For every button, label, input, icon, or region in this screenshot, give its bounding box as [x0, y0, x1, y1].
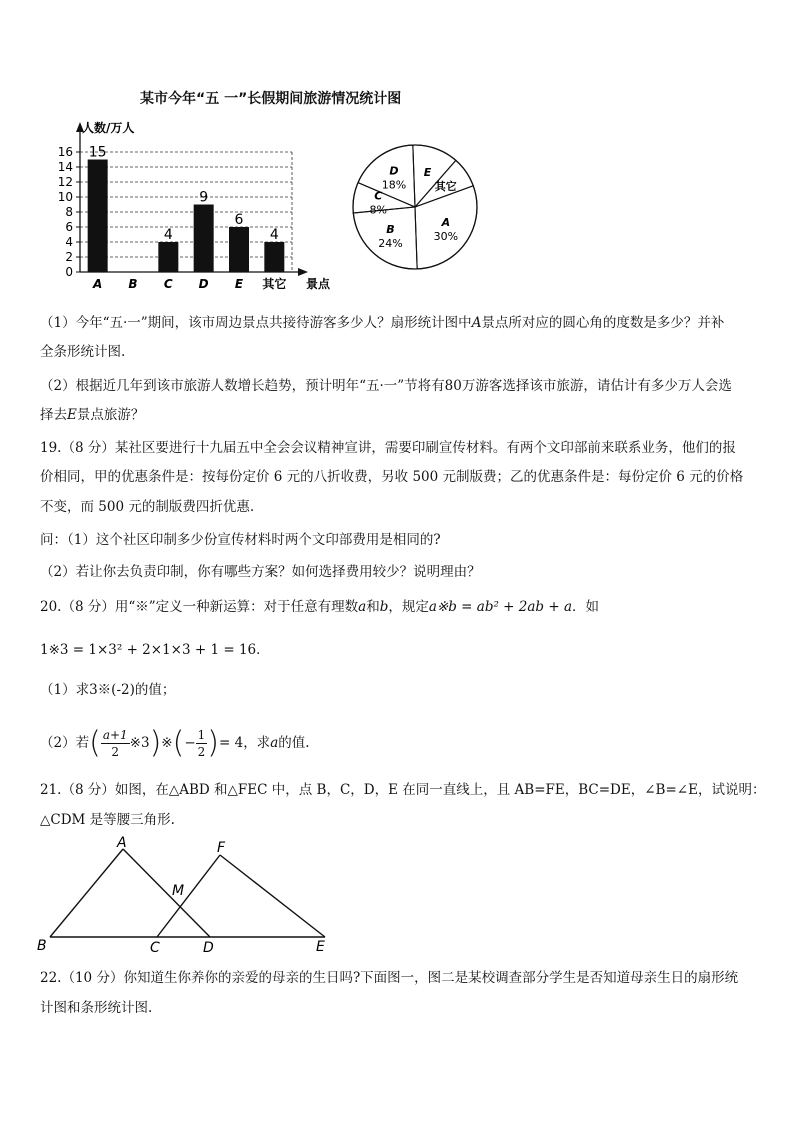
q19-line2: 价相同，甲的优惠条件是：按每份定价 6 元的八折收费，另收 500 元制版费；乙的优惠条件是：每份定价 6 元的价格 — [40, 469, 744, 485]
q18-part2-line1: （2）根据近几年到该市旅游人数增长趋势，预计明年“五·一”节将有80万游客选择该市旅游，请估计有多少万人会选 — [40, 378, 732, 394]
label-b: B — [37, 938, 47, 954]
pie-percent-C: 8% — [369, 203, 387, 217]
q20-sub1-lead: （1）求 — [40, 682, 90, 698]
q20-sub2-neg-num: 1 — [197, 728, 206, 742]
q21-line2: △CDM 是等腰三角形. — [40, 812, 175, 828]
q20-sub1-expr: 3※(-2) — [89, 682, 135, 698]
bar-chart-yticks — [58, 145, 80, 279]
pie-label-D: D — [389, 164, 399, 178]
q20-sub2-neg-den: 2 — [197, 745, 206, 759]
bar-D — [194, 205, 214, 273]
bar-data-label: 15 — [88, 144, 107, 161]
pie-label-C: C — [374, 189, 383, 203]
q18-part1-text-b: 景点所对应的圆心角的度数是多少？并补 — [481, 315, 725, 331]
q18-part2-text-a: 择去 — [40, 407, 67, 423]
pie-label-其它: 其它 — [434, 179, 457, 193]
label-f: F — [217, 840, 226, 856]
bar-category-label: C — [163, 277, 173, 291]
q20-sub2-var: a — [270, 735, 279, 751]
q20-example-lead: ．如 — [572, 599, 599, 615]
bar-data-label: 9 — [199, 189, 209, 206]
triangle-figure — [35, 835, 335, 955]
q20-sub2-minus: − — [184, 735, 196, 751]
q18-part2-line2 — [40, 405, 144, 425]
bar-chart-ylabel: 人数/万人 — [82, 121, 135, 135]
label-d: D — [203, 940, 214, 955]
bar-chart-grid — [80, 152, 292, 272]
bar-ytick-label: 14 — [57, 160, 73, 174]
bar-ytick-label: 10 — [57, 190, 73, 204]
q20-sub2-num: a+1 — [102, 728, 128, 742]
bar-ytick-label: 6 — [65, 220, 73, 234]
bar-category-label: E — [234, 277, 244, 291]
q18-part2-text-b: 景点旅游？ — [76, 407, 145, 423]
bar-chart — [30, 112, 350, 302]
bar-chart-bars — [88, 145, 285, 273]
q22-line2: 计图和条形统计图. — [40, 1000, 153, 1016]
q18-part1-line1 — [40, 313, 724, 333]
pie-chart — [340, 135, 490, 285]
q19-line4: 问：（1）这个社区印制多少份宣传材料时两个文印部费用是相同的? — [40, 532, 441, 548]
bar-x-arrow — [298, 268, 308, 276]
q20-example-end: ． — [256, 642, 270, 658]
q18-part1-line2: 全条形统计图. — [40, 344, 126, 360]
q20-sub2-neg-fraction — [196, 727, 208, 760]
label-e: E — [316, 939, 325, 955]
q20-sub1-end: 的值； — [134, 682, 176, 698]
bar-category-label: 其它 — [262, 277, 287, 291]
bar-chart-categories — [92, 276, 286, 291]
bar-category-label: A — [93, 277, 103, 291]
side-ab — [50, 849, 123, 937]
pie-label-A: A — [441, 215, 451, 229]
bar-data-label: 4 — [163, 227, 173, 243]
bar-A — [88, 160, 108, 273]
q20-and: 和 — [366, 599, 380, 615]
bar-ytick-label: 16 — [57, 145, 73, 159]
pie-percent-A: 30% — [433, 229, 459, 243]
q22-line1: 22.（10 分）你知道生你养你的亲爱的母亲的生日吗?下面图一，图二是某校调查部分学生是否知道母亲生日的扇形统 — [40, 970, 739, 986]
q20-sub2-end: 的值. — [278, 735, 310, 751]
q20-sub2-lparen2: ( — [172, 725, 185, 761]
bar-data-label: 6 — [234, 212, 244, 228]
q18-part1-var: A — [471, 315, 482, 331]
q20-sub2-find: ，求 — [243, 735, 271, 751]
q20-intro: 20.（8 分）用“※”定义一种新运算：对于任意有理数 — [40, 599, 359, 615]
q20-define: ，规定 — [388, 599, 429, 615]
q19-line3: 不变，而 500 元的制版费四折优惠. — [40, 499, 255, 515]
q20-sub2-lead: （2）若 — [40, 735, 90, 751]
label-c: C — [150, 940, 160, 955]
q20-sub2-mid: ※3 — [129, 735, 150, 751]
side-cf — [157, 855, 220, 937]
bar-ytick-label: 0 — [65, 265, 73, 279]
pie-label-B: B — [386, 222, 395, 236]
q20-sub2-fraction — [101, 727, 130, 760]
bar-ytick-label: 4 — [65, 235, 73, 249]
q20-sub2 — [40, 725, 310, 761]
q20-sub2-eq: = 4 — [218, 735, 244, 751]
label-a: A — [117, 835, 127, 851]
side-fe — [220, 855, 325, 937]
q20-line1 — [40, 597, 599, 617]
pie-percent-B: 24% — [378, 236, 403, 250]
bar-ytick-label: 2 — [65, 250, 73, 264]
q19-line1: 19.（8 分）某社区要进行十九届五中全会会议精神宣讲，需要印刷宣传材料。有两个文印部前来联系业务，他们的报 — [40, 440, 736, 456]
q18-part1-text-a: （1）今年“五·一”期间，该市周边景点共接待游客多少人？扇形统计图中 — [40, 315, 472, 331]
pie-percent-D: 18% — [381, 178, 407, 192]
bar-data-label: 4 — [269, 227, 279, 243]
q20-sub1 — [40, 680, 175, 700]
bar-ytick-label: 8 — [65, 205, 73, 219]
q20-sub2-op: ※ — [161, 735, 173, 751]
label-m: M — [172, 883, 185, 899]
q20-formula: a※b = ab² + 2ab + a — [428, 599, 572, 615]
bar-C — [158, 242, 178, 272]
q20-example: 1※3 = 1×3² + 2×1×3 + 1 = 16 — [40, 642, 257, 658]
q21-line1: 21.（8 分）如图，在△ABD 和△FEC 中，点 B，C，D，E 在同一直线上，且 AB=FE，BC=DE，∠B=∠E，试说明： — [40, 782, 766, 798]
bar-category-label: B — [128, 277, 138, 291]
q19-line5: （2）若让你去负责印制，你有哪些方案？如何选择费用较少？说明理由？ — [40, 564, 481, 580]
chart-title: 某市今年“五 一”长假期间旅游情况统计图 — [140, 91, 402, 107]
pie-label-E: E — [423, 165, 432, 179]
q20-var-a: a — [358, 599, 367, 615]
bar-其它 — [264, 242, 284, 272]
q20-sub2-lparen: ( — [89, 725, 101, 761]
q20-example-line — [40, 640, 270, 660]
q20-sub2-den: 2 — [111, 745, 120, 759]
bar-category-label: D — [198, 277, 209, 291]
q20-var-b: b — [379, 599, 389, 615]
q18-part2-var: E — [67, 407, 77, 423]
bar-E — [229, 227, 249, 272]
bar-chart-xlabel: 景点 — [306, 277, 331, 291]
q20-sub2-rparen: ) — [149, 725, 162, 761]
bar-ytick-label: 12 — [57, 175, 73, 189]
q20-sub2-rparen2: ) — [207, 725, 219, 761]
